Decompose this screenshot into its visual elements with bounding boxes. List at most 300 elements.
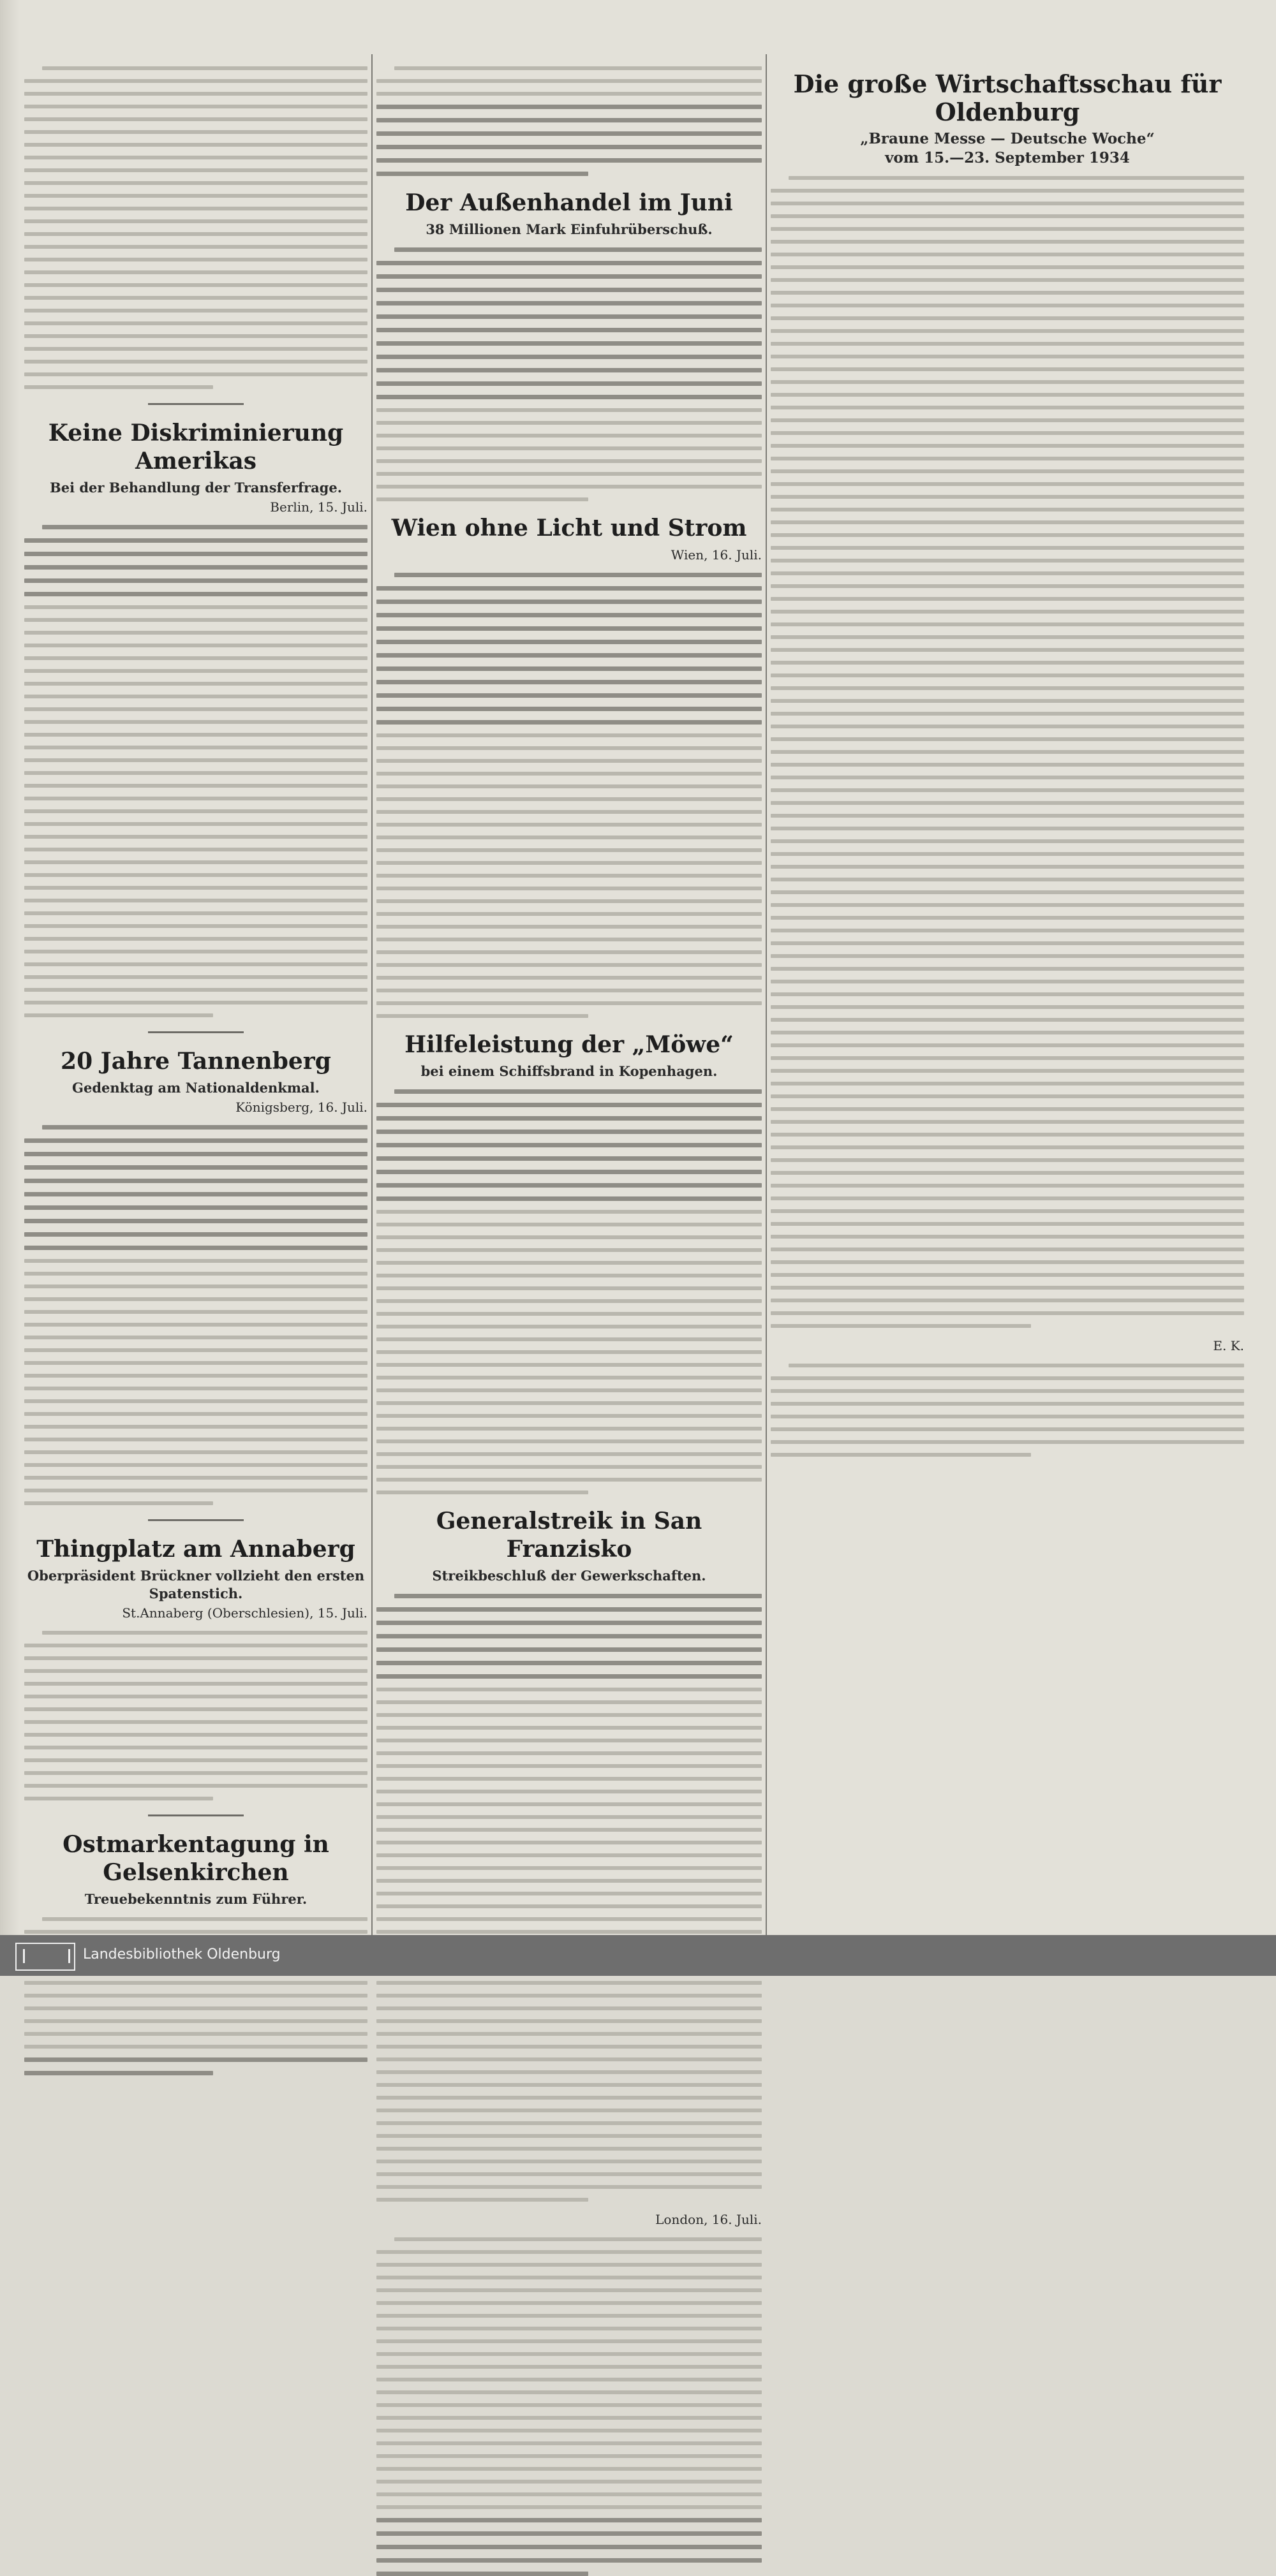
text-line <box>376 118 762 122</box>
text-line <box>24 296 367 300</box>
text-line <box>24 245 367 249</box>
text-line <box>771 839 1244 843</box>
article-body <box>376 247 762 501</box>
text-line <box>24 1707 367 1711</box>
text-line <box>376 963 762 967</box>
text-line <box>376 848 762 852</box>
text-line <box>24 1771 367 1775</box>
text-line <box>24 117 367 121</box>
library-name: Landesbibliothek Oldenburg <box>83 1947 281 1962</box>
text-line <box>24 309 367 313</box>
text-line <box>376 1156 762 1161</box>
text-line <box>771 801 1244 805</box>
text-line <box>376 989 762 992</box>
column-rule <box>371 54 373 1961</box>
text-line <box>376 2403 762 2407</box>
text-line <box>376 1248 762 1252</box>
text-line <box>771 291 1244 295</box>
text-line <box>24 1284 367 1288</box>
text-line <box>24 1489 367 1492</box>
text-line <box>24 695 367 698</box>
text-line <box>24 950 367 953</box>
text-line <box>376 680 762 684</box>
text-line <box>771 444 1244 448</box>
text-line <box>24 2032 367 2036</box>
text-line <box>24 79 367 83</box>
text-line <box>376 2314 762 2318</box>
text-line <box>376 899 762 903</box>
text-line <box>24 1669 367 1673</box>
text-line <box>24 1501 213 1505</box>
text-line <box>376 1866 762 1870</box>
article-body <box>24 525 367 1017</box>
text-line <box>771 941 1244 945</box>
text-line <box>376 976 762 980</box>
text-line <box>376 2441 762 2445</box>
text-line <box>24 1758 367 1762</box>
text-line <box>771 508 1244 512</box>
text-line <box>376 1879 762 1883</box>
text-line <box>376 301 762 305</box>
text-line <box>24 1797 213 1800</box>
text-line <box>376 613 762 617</box>
text-line <box>376 485 762 489</box>
text-line <box>24 822 367 826</box>
article-dateline: Wien, 16. Juli. <box>671 547 762 563</box>
text-line <box>376 1116 762 1121</box>
text-line <box>771 929 1244 932</box>
text-line <box>24 1981 367 1985</box>
text-line <box>376 1917 762 1921</box>
text-line <box>376 1325 762 1328</box>
text-line <box>24 1463 367 1467</box>
text-line <box>42 1631 367 1635</box>
text-line <box>24 321 367 325</box>
article-subheading: Gedenktag am Nationaldenkmal. <box>72 1080 320 1096</box>
text-line <box>771 1056 1244 1060</box>
text-line <box>771 1120 1244 1124</box>
text-line <box>24 797 367 800</box>
text-line <box>771 520 1244 524</box>
text-line <box>394 573 762 577</box>
text-line <box>376 1376 762 1380</box>
text-line <box>376 261 762 265</box>
text-line <box>24 1361 367 1365</box>
article-heading: Generalstreik in San Franzisko <box>436 1508 702 1563</box>
text-line <box>376 1170 762 1174</box>
text-line <box>376 2160 762 2163</box>
text-line <box>771 1273 1244 1277</box>
text-line <box>376 1490 588 1494</box>
text-line <box>24 1682 367 1686</box>
article-heading: Keine Diskriminierung Amerikas <box>48 420 344 475</box>
text-line <box>771 776 1244 779</box>
text-line <box>376 1414 762 1418</box>
text-line <box>771 814 1244 818</box>
article-dateline: Berlin, 15. Juli. <box>270 499 367 515</box>
text-line <box>24 1733 367 1737</box>
text-line <box>771 1082 1244 1086</box>
text-line <box>376 1647 762 1652</box>
text-line <box>24 962 367 966</box>
text-line <box>24 924 367 928</box>
text-line <box>376 1143 762 1147</box>
text-line <box>376 938 762 941</box>
text-line <box>771 1440 1244 1444</box>
text-line <box>376 1478 762 1482</box>
text-line <box>376 1688 762 1691</box>
text-line <box>376 861 762 865</box>
text-line <box>376 472 762 476</box>
text-line <box>24 360 367 364</box>
text-line <box>24 720 367 724</box>
text-line <box>376 707 762 711</box>
text-line <box>771 1427 1244 1431</box>
text-line <box>771 597 1244 601</box>
text-line <box>376 421 762 425</box>
column-2 <box>376 57 762 2227</box>
text-line <box>394 66 762 70</box>
text-line <box>771 559 1244 563</box>
text-line <box>24 194 367 198</box>
text-line <box>376 2045 762 2049</box>
text-line <box>376 1994 762 1998</box>
text-line <box>24 1930 367 1934</box>
text-line <box>771 342 1244 346</box>
text-line <box>24 899 367 902</box>
text-line <box>376 79 762 83</box>
text-line <box>376 2109 762 2112</box>
text-line <box>376 720 762 725</box>
text-line <box>24 1001 367 1005</box>
text-line <box>24 1205 367 1210</box>
text-line <box>376 1312 762 1316</box>
text-line <box>24 1272 367 1276</box>
text-line <box>24 130 367 134</box>
text-line <box>376 2185 762 2189</box>
text-line <box>771 367 1244 371</box>
article-heading: Ostmarkentagung in Gelsenkirchen <box>63 1831 329 1886</box>
article-heading: 20 Jahre Tannenberg <box>61 1048 331 1075</box>
text-line <box>771 1311 1244 1315</box>
text-line <box>376 1802 762 1806</box>
text-line <box>376 1350 762 1354</box>
article-subheading: Streikbeschluß der Gewerkschaften. <box>432 1568 706 1584</box>
text-line <box>771 304 1244 307</box>
text-line <box>771 393 1244 397</box>
text-line <box>24 1695 367 1698</box>
text-line <box>771 1184 1244 1188</box>
text-line <box>24 156 367 159</box>
text-line <box>24 1013 213 1017</box>
article-signature: E. K. <box>1213 1338 1244 1353</box>
text-line <box>24 1720 367 1724</box>
text-line <box>376 145 762 149</box>
text-line <box>24 552 367 556</box>
text-line <box>24 1259 367 1263</box>
text-line <box>376 2572 588 2576</box>
text-line <box>789 1364 1244 1367</box>
article-body <box>24 66 367 389</box>
text-line <box>24 1165 367 1170</box>
text-line <box>771 457 1244 460</box>
text-line <box>771 967 1244 971</box>
text-line <box>771 1133 1244 1137</box>
article-heading: Wien ohne Licht und Strom <box>391 515 747 541</box>
text-line <box>376 2505 762 2509</box>
article-subheading: Treuebekenntnis zum Führer. <box>84 1891 308 1907</box>
text-line <box>24 143 367 147</box>
text-line <box>771 1158 1244 1162</box>
text-line <box>24 1412 367 1416</box>
text-line <box>376 1751 762 1755</box>
text-line <box>24 92 367 96</box>
text-line <box>771 316 1244 320</box>
text-line <box>771 686 1244 690</box>
text-line <box>771 1260 1244 1264</box>
text-line <box>376 2558 762 2563</box>
text-line <box>771 571 1244 575</box>
text-line <box>771 763 1244 767</box>
text-line <box>376 1465 762 1469</box>
text-line <box>376 2301 762 2305</box>
text-line <box>376 1130 762 1134</box>
article-dateline: St.Annaberg (Oberschlesien), 15. Juli. <box>122 1605 367 1621</box>
article-body <box>771 1364 1244 1457</box>
text-line <box>376 666 762 671</box>
text-line <box>376 328 762 332</box>
text-line <box>376 693 762 698</box>
text-line <box>24 707 367 711</box>
text-line <box>771 610 1244 614</box>
text-line <box>376 1892 762 1895</box>
text-line <box>24 105 367 108</box>
text-line <box>24 656 367 660</box>
text-line <box>771 1196 1244 1200</box>
text-line <box>771 1299 1244 1302</box>
article-dateline: London, 16. Juli. <box>655 2212 762 2227</box>
text-line <box>376 434 762 438</box>
article-body <box>771 176 1244 1328</box>
column-3 <box>771 57 1244 1925</box>
text-line <box>771 189 1244 193</box>
text-line <box>376 2250 762 2254</box>
text-line <box>771 253 1244 256</box>
text-line <box>24 538 367 543</box>
text-line <box>376 759 762 763</box>
text-line <box>24 181 367 185</box>
text-line <box>376 1661 762 1665</box>
text-line <box>42 1125 367 1130</box>
article-separator <box>148 403 244 405</box>
text-line <box>376 368 762 372</box>
text-line <box>24 207 367 210</box>
text-line <box>376 1452 762 1456</box>
text-line <box>376 640 762 644</box>
text-line <box>24 1644 367 1647</box>
text-line <box>771 1376 1244 1380</box>
text-line <box>771 1222 1244 1226</box>
text-line <box>376 2492 762 2496</box>
text-line <box>376 1103 762 1107</box>
text-line <box>24 2057 367 2062</box>
text-line <box>771 699 1244 703</box>
text-line <box>24 592 367 596</box>
text-line <box>376 2070 762 2074</box>
text-line <box>376 2006 762 2010</box>
text-line <box>376 2416 762 2420</box>
text-line <box>394 2237 762 2241</box>
text-line <box>376 1196 762 1201</box>
text-line <box>376 131 762 136</box>
text-line <box>771 546 1244 550</box>
text-line <box>376 1700 762 1704</box>
text-line <box>376 408 762 412</box>
text-line <box>24 809 367 813</box>
text-line <box>376 1764 762 1768</box>
text-line <box>376 459 762 463</box>
text-line <box>376 772 762 776</box>
text-line <box>24 578 367 583</box>
text-line <box>376 2531 762 2536</box>
text-line <box>771 380 1244 384</box>
text-line <box>24 873 367 877</box>
article-heading: Die große Wirtschaftsschau für Oldenburg <box>793 70 1222 126</box>
text-line <box>376 355 762 359</box>
text-line <box>376 1337 762 1341</box>
article-separator <box>148 1814 244 1816</box>
article-heading: Der Außenhandel im Juni <box>405 189 733 216</box>
text-line <box>24 605 367 609</box>
text-line <box>376 653 762 658</box>
text-line <box>24 1425 367 1429</box>
text-line <box>771 980 1244 983</box>
text-line <box>771 725 1244 728</box>
text-line <box>771 1415 1244 1418</box>
text-line <box>771 1171 1244 1175</box>
article-body <box>376 1594 762 2202</box>
text-line <box>376 1777 762 1781</box>
text-line <box>376 446 762 450</box>
text-line <box>771 406 1244 409</box>
text-line <box>42 525 367 529</box>
text-line <box>376 925 762 929</box>
text-line <box>376 1014 588 1018</box>
text-line <box>42 1917 367 1921</box>
text-line <box>376 105 762 109</box>
text-line <box>376 1401 762 1405</box>
text-line <box>771 622 1244 626</box>
text-line <box>376 2390 762 2394</box>
text-line <box>24 2045 367 2049</box>
text-line <box>771 1453 1031 1457</box>
text-line <box>376 2288 762 2292</box>
text-line <box>376 1853 762 1857</box>
article-subheading: Oberpräsident Brückner vollzieht den ersten Spatenstich. <box>27 1568 365 1601</box>
text-line <box>376 1713 762 1717</box>
text-line <box>24 1387 367 1390</box>
text-line <box>376 1621 762 1625</box>
text-line <box>376 1363 762 1367</box>
text-line <box>24 1246 367 1250</box>
text-line <box>376 2454 762 2458</box>
text-line <box>376 2172 762 2176</box>
text-line <box>24 385 213 389</box>
text-line <box>24 347 367 351</box>
text-line <box>24 975 367 979</box>
text-line <box>789 176 1244 180</box>
text-line <box>771 1094 1244 1098</box>
text-line <box>771 788 1244 792</box>
text-line <box>771 227 1244 231</box>
text-line <box>24 669 367 673</box>
text-line <box>771 495 1244 499</box>
text-line <box>376 497 588 501</box>
text-line <box>771 418 1244 422</box>
text-line <box>24 1784 367 1788</box>
text-line <box>24 771 367 775</box>
text-line <box>24 848 367 851</box>
text-line <box>771 533 1244 537</box>
text-line <box>771 1145 1244 1149</box>
text-line <box>771 278 1244 282</box>
text-line <box>771 329 1244 333</box>
text-line <box>24 283 367 287</box>
text-line <box>24 1192 367 1196</box>
text-line <box>376 274 762 279</box>
text-line <box>376 2032 762 2036</box>
text-line <box>24 270 367 274</box>
page-binding <box>0 0 19 1976</box>
text-line <box>24 1310 367 1314</box>
text-line <box>771 635 1244 639</box>
text-line <box>376 2198 588 2202</box>
text-line <box>771 1402 1244 1406</box>
text-line <box>24 835 367 839</box>
article-heading: Thingplatz am Annaberg <box>36 1536 355 1563</box>
text-line <box>376 733 762 737</box>
text-line <box>376 2518 762 2522</box>
text-line <box>376 288 762 292</box>
text-line <box>771 584 1244 588</box>
text-line <box>771 916 1244 920</box>
text-line <box>771 1286 1244 1290</box>
library-footer <box>0 1935 1276 1976</box>
text-line <box>376 600 762 604</box>
text-line <box>24 1438 367 1441</box>
text-line <box>771 648 1244 652</box>
text-line <box>376 912 762 916</box>
text-line <box>376 395 762 399</box>
text-line <box>376 1790 762 1793</box>
text-line <box>771 1043 1244 1047</box>
text-line <box>24 1323 367 1327</box>
article-body <box>376 573 762 1018</box>
text-line <box>376 2339 762 2343</box>
text-line <box>24 1399 367 1403</box>
text-line <box>24 2006 367 2010</box>
text-line <box>376 341 762 346</box>
text-line <box>24 232 367 236</box>
text-line <box>376 1223 762 1226</box>
text-line <box>24 758 367 762</box>
text-line <box>771 852 1244 856</box>
text-line <box>24 565 367 570</box>
text-line <box>376 1210 762 1214</box>
article-subheading: bei einem Schiffsbrand in Kopenhagen. <box>420 1063 718 1079</box>
text-line <box>376 1274 762 1277</box>
text-line <box>376 784 762 788</box>
